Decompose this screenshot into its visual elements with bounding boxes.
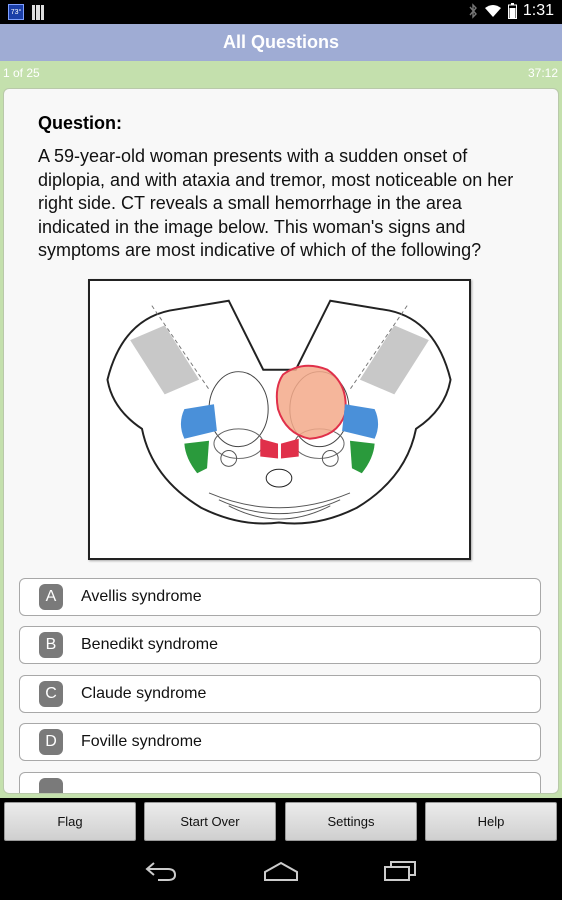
question-counter: 1 of 25 [3,66,40,80]
back-icon[interactable] [144,860,178,887]
bluetooth-icon [468,3,478,19]
notification-icon [32,5,44,20]
answer-text: Claude syndrome [81,685,207,702]
answer-text: Foville syndrome [81,733,202,750]
home-icon[interactable] [263,860,299,887]
status-bar [0,0,562,24]
answer-option-a[interactable] [19,578,541,616]
question-text: A 59-year-old woman presents with a sudden onset of diplopia, and with ataxia and tremor, most noticeable on her right side. CT reveals a small hemorrhage in the area indicated in the image below. This woman's signs and symptoms are most indicative of which of the following? [38,146,514,260]
bottom-button-bar [0,798,562,844]
temperature-icon: 73° [8,4,24,20]
answer-text: Benedikt syndrome [81,636,218,653]
answer-letter-badge: A [39,584,63,610]
answer-letter-badge [39,778,63,794]
title-bar [0,24,562,61]
wifi-icon [484,4,502,18]
answer-letter-badge: D [39,729,63,755]
answer-text: Avellis syndrome [81,588,202,605]
answer-letter-badge: C [39,681,63,707]
answer-letter-badge: B [39,632,63,658]
answer-option-partial[interactable] [19,772,541,794]
start-over-button[interactable]: Start Over [144,802,276,841]
navigation-bar [0,844,562,900]
question-card[interactable] [3,88,559,794]
answer-option-d[interactable] [19,723,541,761]
clock-time: 1:31 [522,2,554,19]
question-label: Question: [38,113,122,133]
progress-strip [0,61,562,85]
brainstem-cross-section-image [88,279,471,560]
recent-apps-icon[interactable] [383,860,417,887]
flag-button[interactable]: Flag [4,802,136,841]
page-title: All Questions [222,32,339,52]
help-button[interactable]: Help [425,802,557,841]
answer-option-c[interactable] [19,675,541,713]
quiz-timer: 37:12 [527,66,558,80]
settings-button[interactable]: Settings [285,802,417,841]
battery-icon [508,3,517,19]
answer-option-b[interactable] [19,626,541,664]
